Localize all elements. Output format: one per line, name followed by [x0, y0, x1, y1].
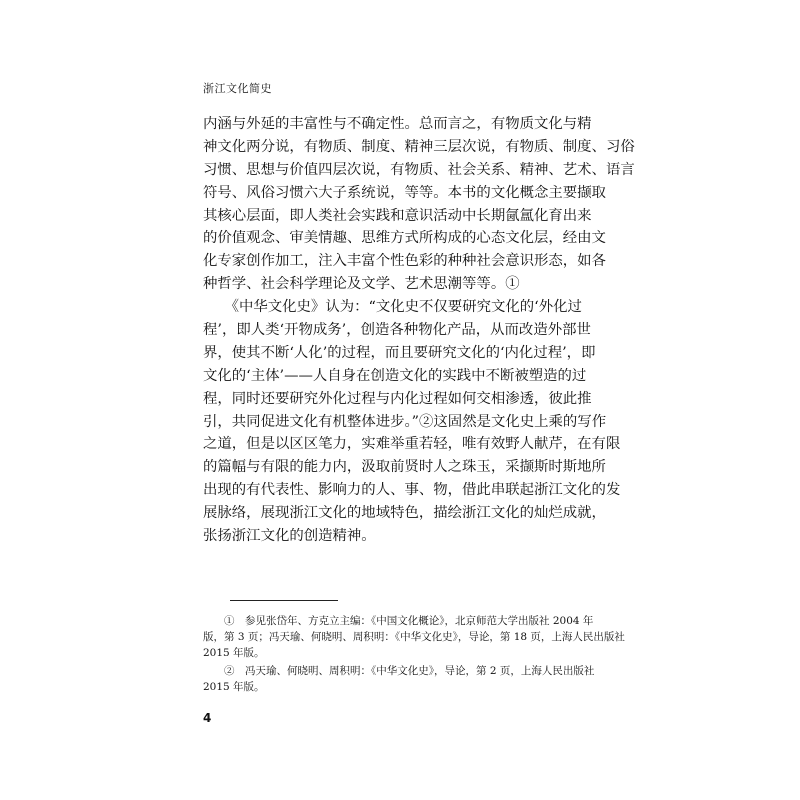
footnote-1 — [203, 613, 625, 662]
body-line: 种哲学、社会科学理论及文学、艺术思潮等等。① — [203, 276, 520, 293]
body-line: 其核心层面，即人类社会实践和意识活动中长期氤氲化育出来 — [203, 207, 592, 224]
body-line: 《中华文化史》认为：“文化史不仅要研究文化的‘外化过 — [203, 299, 582, 316]
body-line: 文化的‘主体’——人自身在创造文化的实践中不断被塑造的过 — [203, 367, 587, 384]
body-line: 之道，但是以区区笔力，实难举重若轻，唯有效野人献芹，在有限 — [203, 436, 621, 453]
footnote-line: 2015 年版。 — [203, 680, 265, 693]
body-line: 习惯、思想与价值四层次说，有物质、社会关系、精神、艺术、语言 — [203, 161, 635, 178]
body-line: 程’，即人类‘开物成务’，创造各种物化产品，从而改造外部世 — [203, 322, 591, 339]
body-line: 神文化两分说，有物质、制度、精神三层次说，有物质、制度、习俗 — [203, 138, 635, 155]
footnote-2 — [203, 663, 600, 695]
footnote-line: 2015 年版。 — [203, 647, 265, 660]
body-line: 引，共同促进文化有机整体进步。”②这固然是文化史上乘的写作 — [203, 413, 607, 430]
body-line: 内涵与外延的丰富性与不确定性。总而言之，有物质文化与精 — [203, 116, 592, 132]
body-line: 的价值观念、审美情趣、思维方式所构成的心态文化层，经由文 — [203, 230, 606, 247]
body-line: 化专家创作加工，注入丰富个性色彩的种种社会意识形态，如各 — [203, 253, 606, 270]
running-header-title: 浙江文化简史 — [203, 82, 272, 95]
body-line: 的篇幅与有限的能力内，汲取前贤时人之珠玉，采撷斯时斯地所 — [203, 459, 606, 476]
body-line: 张扬浙江文化的创造精神。 — [203, 528, 376, 545]
footnotes — [203, 613, 625, 695]
footnote-line: 版，第 3 页；冯天瑜、何晓明、周积明：《中华文化史》，导论，第 18 页，上海人民出版社 — [203, 631, 625, 644]
footnote-divider — [230, 600, 338, 601]
body-line: 程，同时还要研究外化过程与内化过程如何交相渗透，彼此推 — [203, 390, 592, 407]
body-text — [203, 113, 635, 548]
footnote-line: ② 冯天瑜、何晓明、周积明：《中华文化史》，导论，第 2 页，上海人民出版社 — [203, 664, 595, 677]
body-line: 展脉络，展现浙江文化的地域特色，描绘浙江文化的灿烂成就， — [203, 505, 606, 522]
body-line: 出现的有代表性、影响力的人、事、物，借此串联起浙江文化的发 — [203, 482, 621, 499]
body-line: 符号、风俗习惯六大子系统说，等等。本书的文化概念主要撷取 — [203, 184, 606, 201]
page-number: 4 — [203, 711, 212, 725]
footnote-line: ① 参见张岱年、方克立主编：《中国文化概论》，北京师范大学出版社 2004 年 — [203, 615, 594, 627]
body-line: 界，使其不断‘人化’的过程，而且要研究文化的‘内化过程’，即 — [203, 344, 596, 361]
